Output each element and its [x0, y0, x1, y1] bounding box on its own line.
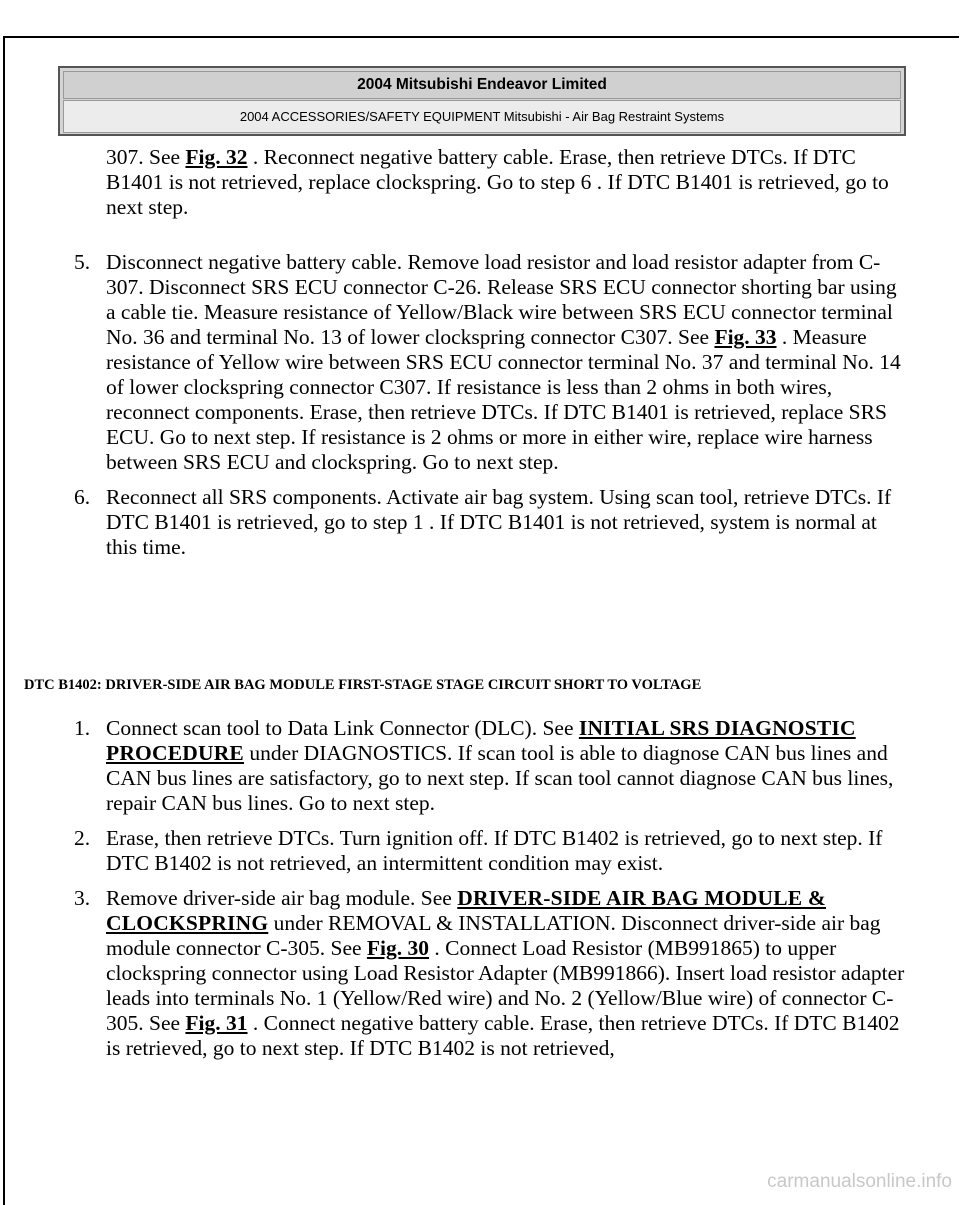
- step-number: 3.: [74, 886, 91, 910]
- initial-srs-diagnostic-procedure-link[interactable]: INITIAL SRS DIAGNOSTIC PROCEDURE: [106, 716, 856, 765]
- continued-step-text: [106, 145, 906, 220]
- driver-side-air-bag-module-link[interactable]: DRIVER-SIDE AIR BAG MODULE & CLOCKSPRING: [106, 886, 826, 935]
- list-item-step-5: [0, 250, 920, 475]
- fig-32-link[interactable]: Fig. 32: [185, 145, 248, 169]
- step-text: Erase, then retrieve DTCs. Turn ignition off. If DTC B1402 is retrieved, go to next step. If DTC B1402 is not retrieved, an intermittent condition may exist.: [106, 826, 883, 875]
- procedure-steps-b1401: [0, 250, 920, 570]
- fig-31-link[interactable]: Fig. 31: [185, 1011, 248, 1035]
- list-item-step-2: [0, 826, 920, 876]
- watermark: carmanualsonline.info: [767, 1171, 952, 1192]
- list-item-step-1: [0, 716, 920, 816]
- step-text: Disconnect negative battery cable. Remove load resistor and load resistor adapter from C-307. Disconnect SRS ECU connector C-26. Release SRS ECU connector shorting bar using a cable tie. Measure resistance of Yellow/Black wire between SRS ECU connector terminal No. 36 and terminal No. 13 of lower clockspring connector C307. See: [106, 250, 897, 349]
- step-text-cont: . Measure resistance of Yellow wire between SRS ECU connector terminal No. 37 and terminal No. 14 of lower clockspring connector C307. If resistance is less than 2 ohms in both wires, reconnect components. Erase, then retrieve DTCs. If DTC B1401 is retrieved, replace SRS ECU. Go to next step. If resistance is 2 ohms or more in either wire, replace wire harness between SRS ECU and clockspring. Go to next step.: [106, 325, 901, 474]
- step-text-cont: under REMOVAL & INSTALLATION. Disconnect driver-side air bag module connector C-305. See: [106, 911, 881, 960]
- step-text: Reconnect all SRS components. Activate air bag system. Using scan tool, retrieve DTCs. If DTC B1401 is retrieved, go to step 1 . If DTC B1401 is not retrieved, system is normal at this time.: [106, 485, 892, 559]
- step-number: 6.: [74, 485, 91, 509]
- continued-text-post: . Reconnect negative battery cable. Erase, then retrieve DTCs. If DTC B1401 is not retrieved, replace clockspring. Go to step 6 . If DTC B1401 is retrieved, go to next step.: [106, 145, 889, 219]
- fig-30-link[interactable]: Fig. 30: [366, 936, 430, 960]
- document-header: [58, 66, 906, 136]
- step-number: 2.: [74, 826, 91, 850]
- list-item-step-6: [0, 485, 920, 560]
- continued-text-pre: 307. See: [106, 145, 186, 169]
- dtc-b1402-heading: DTC B1402: DRIVER-SIDE AIR BAG MODULE FIRST-STAGE STAGE CIRCUIT SHORT TO VOLTAGE: [24, 677, 702, 693]
- step-text-cont: under DIAGNOSTICS. If scan tool is able to diagnose CAN bus lines and CAN bus lines are satisfactory, go to next step. If scan tool cannot diagnose CAN bus lines, repair CAN bus lines. Go to next step.: [106, 741, 894, 815]
- section-subtitle: 2004 ACCESSORIES/SAFETY EQUIPMENT Mitsubishi - Air Bag Restraint Systems: [63, 100, 901, 133]
- vehicle-title: 2004 Mitsubishi Endeavor Limited: [63, 71, 901, 99]
- step-number: 1.: [74, 716, 91, 740]
- fig-33-link[interactable]: Fig. 33: [714, 325, 777, 349]
- procedure-steps-b1402: [0, 716, 920, 1071]
- step-text-cont-3: . Connect negative battery cable. Erase, then retrieve DTCs. If DTC B1402 is retrieved, go to next step. If DTC B1402 is not retrieved,: [106, 1011, 900, 1060]
- step-text-cont-2: . Connect Load Resistor (MB991865) to upper clockspring connector using Load Resistor Adapter (MB991866). Insert load resistor adapter leads into terminals No. 1 (Yellow/Red wire) and No. 2 (Yellow/Blue wire) of connector C-305. See: [106, 936, 905, 1035]
- step-text: Connect scan tool to Data Link Connector (DLC). See: [106, 716, 579, 740]
- list-item-step-3: [0, 886, 920, 1061]
- step-text: Remove driver-side air bag module. See: [106, 886, 458, 910]
- step-number: 5.: [74, 250, 91, 274]
